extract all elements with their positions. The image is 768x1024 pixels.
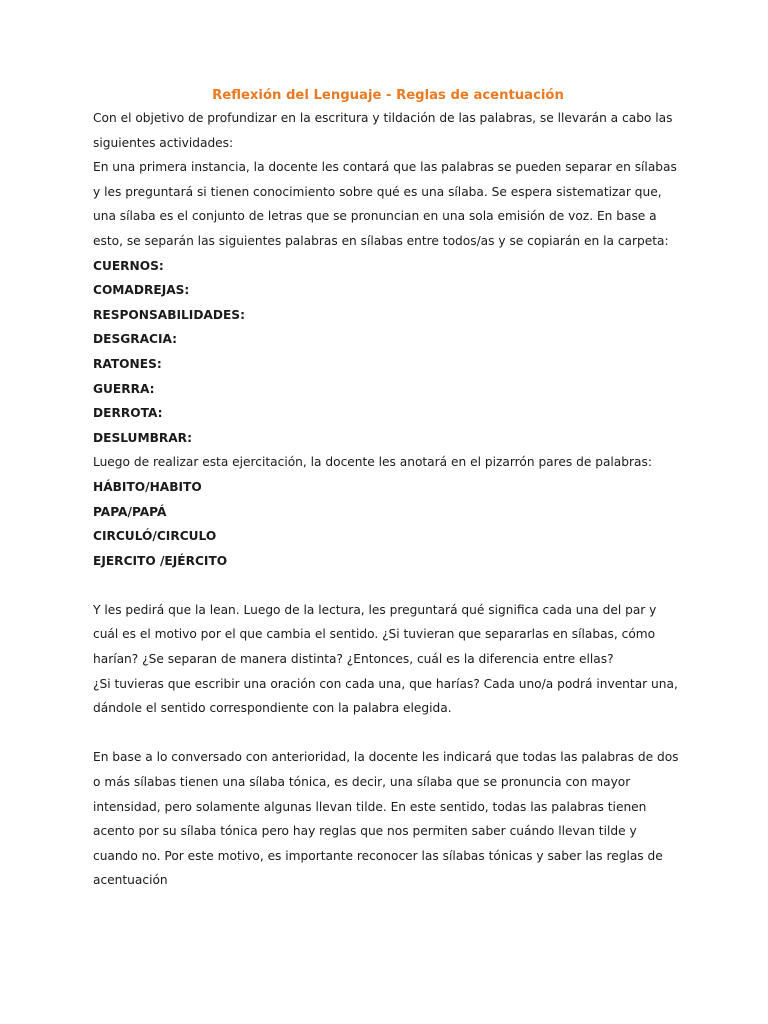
paragraph-gap bbox=[93, 721, 683, 746]
word-pair: CIRCULÓ/CIRCULO bbox=[93, 529, 217, 544]
word-pair-list bbox=[93, 475, 683, 573]
syllable-word: DESLUMBRAR: bbox=[93, 430, 192, 445]
word-pair: EJERCITO /EJÉRCITO bbox=[93, 553, 228, 568]
first-instance-paragraph: En una primera instancia, la docente les contará que las palabras se pueden separar en sílabas y les preguntará si tienen conocimiento sobre qué es una sílaba. Se espera sistematizar que, una sílaba es el conjunto de letras que se pronuncian en una sola emisión de voz. En base a esto, se separán las siguientes palabras en sílabas entre todos/as y se copiarán en la carpeta: bbox=[93, 160, 677, 248]
word-pair: PAPA/PAPÁ bbox=[93, 504, 167, 519]
document-body bbox=[93, 86, 683, 893]
syllable-word: COMADREJAS: bbox=[93, 283, 190, 298]
paragraph-gap bbox=[93, 573, 683, 598]
syllable-word: RATONES: bbox=[93, 356, 162, 371]
sentence-paragraph: ¿Si tuvieras que escribir una oración con cada una, que harías? Cada uno/a podrá inventar una, dándole el sentido correspondiente con la palabra elegida. bbox=[93, 676, 678, 716]
word-pair: HÁBITO/HABITO bbox=[93, 479, 202, 494]
reading-paragraph: Y les pedirá que la lean. Luego de la lectura, les preguntará qué significa cada una del par y cuál es el motivo por el que cambia el sentido. ¿Si tuvieran que separarlas en sílabas, cómo harían? ¿Se separan de manera distinta? ¿Entonces, cuál es la diferencia entre ellas? bbox=[93, 602, 657, 667]
syllable-word: CUERNOS: bbox=[93, 258, 164, 273]
syllable-word: DERROTA: bbox=[93, 406, 163, 421]
closing-paragraph: En base a lo conversado con anterioridad, la docente les indicará que todas las palabras de dos o más sílabas tienen una sílaba tónica, es decir, una sílaba que se pronuncia con mayor intensidad, pero solamente algunas llevan tilde. En este sentido, todas las palabras tienen acento por su sílaba tónica pero hay reglas que nos permiten saber cuándo llevan tilde y cuando no. Por este motivo, es importante reconocer las sílabas tónicas y saber las reglas de acentuación bbox=[93, 750, 679, 888]
syllable-word: RESPONSABILIDADES: bbox=[93, 307, 245, 322]
syllable-word: GUERRA: bbox=[93, 381, 155, 396]
pairs-intro-paragraph: Luego de realizar esta ejercitación, la docente les anotará en el pizarrón pares de palabras: bbox=[93, 455, 652, 470]
syllable-word: DESGRACIA: bbox=[93, 332, 178, 347]
syllable-word-list bbox=[93, 254, 683, 451]
document-title: Reflexión del Lenguaje - Reglas de acentuación bbox=[212, 88, 564, 103]
intro-paragraph: Con el objetivo de profundizar en la escritura y tildación de las palabras, se llevarán a cabo las siguientes actividades: bbox=[93, 111, 673, 150]
